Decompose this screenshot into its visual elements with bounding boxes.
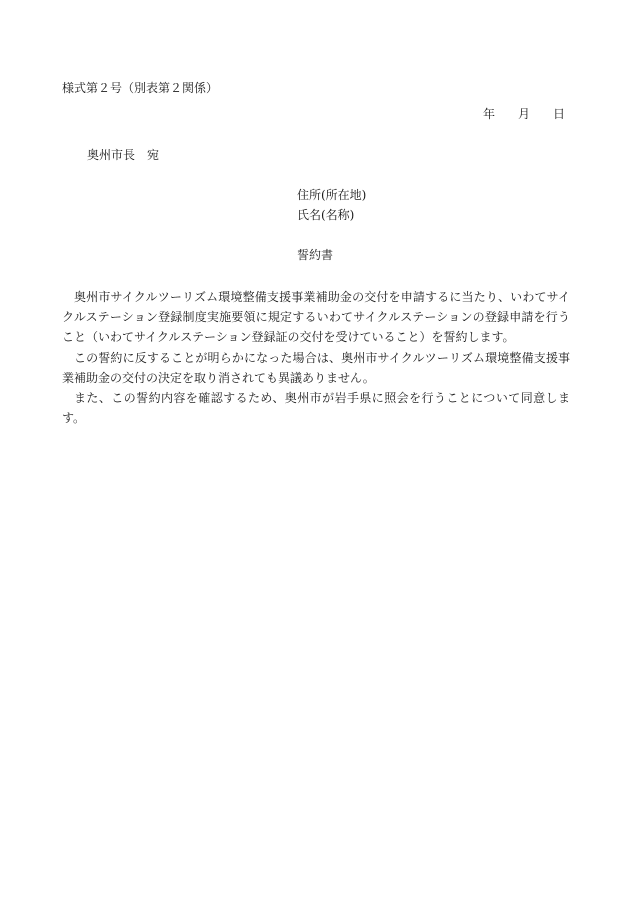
document-title: 誓約書 <box>297 248 334 262</box>
pledge-paragraph: この誓約に反することが明らかになった場合は、奥州市サイクルツーリズム環境整備支援事業補助金の交付の決定を取り消されても異議ありません。 <box>62 350 570 385</box>
pledge-paragraph: 奥州市サイクルツーリズム環境整備支援事業補助金の交付を申請するに当たり、いわてサイクルステーション登録制度実施要領に規定するいわてサイクルステーションの登録申請を行うこと（いわてサイクルステーション登録証の交付を受けていること）を誓約します。 <box>62 290 570 345</box>
date-month-label: 月 <box>518 107 531 121</box>
date-day-label: 日 <box>553 107 566 121</box>
date-line <box>483 104 565 124</box>
date-year-label: 年 <box>483 107 496 121</box>
name-label: 氏名(名称) <box>297 208 355 222</box>
pledge-paragraph: また、この誓約内容を確認するため、奥州市が岩手県に照会を行うことについて同意します。 <box>62 391 570 426</box>
recipient-name: 奥州市長 <box>87 148 136 162</box>
address-label: 住所(所在地) <box>297 188 367 202</box>
recipient-suffix: 宛 <box>147 148 160 162</box>
recipient <box>87 145 159 165</box>
pledge-body <box>62 287 570 428</box>
form-number: 様式第２号（別表第２関係） <box>62 81 219 95</box>
